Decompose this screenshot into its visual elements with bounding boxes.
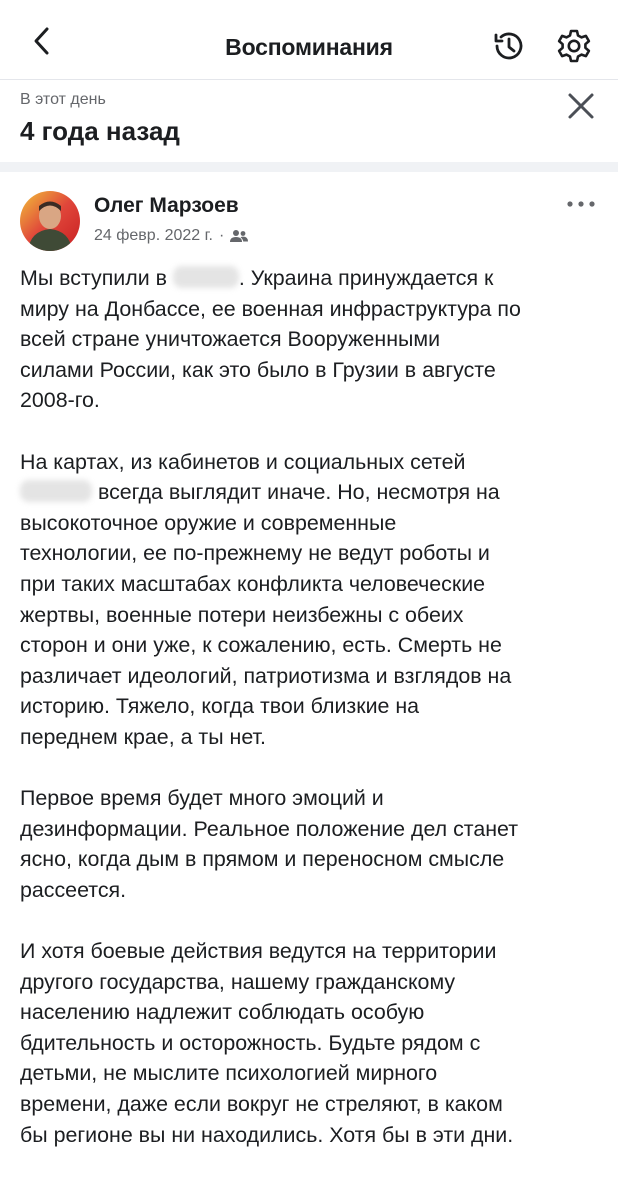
post-line: переднем крае, а ты нет. bbox=[20, 724, 266, 749]
post-paragraph bbox=[20, 936, 604, 1150]
avatar[interactable] bbox=[20, 191, 80, 251]
post-line: сторон и они уже, к сожалению, есть. Смерть не bbox=[20, 633, 502, 658]
post-meta bbox=[94, 227, 248, 245]
post-line-text: всегда выглядит иначе. Но, несмотря на bbox=[92, 480, 500, 505]
post-paragraph bbox=[20, 447, 604, 753]
post-line: Первое время будет много эмоций и bbox=[20, 786, 384, 811]
redacted-word bbox=[20, 480, 92, 502]
post-line-text: . Украина принуждается к bbox=[238, 266, 494, 290]
post-line: различает идеологий, патриотизма и взглядов на bbox=[20, 663, 512, 688]
post-line: дезинформации. Реальное положение дел станет bbox=[20, 816, 519, 841]
more-horizontal-icon bbox=[563, 196, 599, 212]
settings-button[interactable] bbox=[555, 27, 593, 65]
post-line: 2008-го. bbox=[20, 388, 100, 413]
post-header bbox=[0, 172, 618, 262]
post-line: миру на Донбассе, ее военная инфраструктура по bbox=[20, 296, 521, 321]
post-author-name[interactable]: Олег Марзоев bbox=[94, 194, 239, 217]
section-divider bbox=[0, 162, 618, 172]
post-paragraph bbox=[20, 783, 604, 905]
post-more-button[interactable] bbox=[563, 196, 599, 212]
post-text bbox=[20, 263, 604, 1181]
post-line: бдительность и осторожность. Будьте рядом с bbox=[20, 1030, 481, 1055]
post-line: населению надлежит соблюдать особую bbox=[20, 1000, 425, 1025]
meta-separator: · bbox=[218, 227, 225, 244]
years-ago-heading: 4 года назад bbox=[20, 116, 180, 146]
memory-header bbox=[0, 80, 618, 162]
friends-icon[interactable] bbox=[230, 229, 248, 243]
post-line: времени, даже если вокруг не стреляют, в каком bbox=[20, 1092, 503, 1117]
post-line: высокоточное оружие и современные bbox=[20, 510, 397, 535]
on-this-day-label: В этот день bbox=[20, 91, 106, 108]
history-button[interactable] bbox=[490, 27, 528, 65]
page-title: Воспоминания bbox=[225, 34, 393, 60]
post-line: На картах, из кабинетов и социальных сетей bbox=[20, 449, 466, 474]
close-memory-button[interactable] bbox=[565, 90, 597, 122]
post-line bbox=[20, 263, 604, 294]
post-line bbox=[20, 477, 604, 508]
post-line: силами России, как это было в Грузии в августе bbox=[20, 357, 496, 382]
redacted-word bbox=[173, 266, 239, 288]
post-date[interactable]: 24 февр. 2022 г. bbox=[94, 227, 213, 244]
top-navigation-bar bbox=[0, 0, 618, 80]
post-line-text: Мы вступили в bbox=[20, 266, 173, 290]
history-icon bbox=[490, 27, 528, 65]
post-line: бы регионе вы ни находились. Хотя бы в эти дни. bbox=[20, 1122, 514, 1147]
post-line: ясно, когда дым в прямом и переносном смысле bbox=[20, 847, 505, 872]
post-paragraph bbox=[20, 263, 604, 416]
post-line: историю. Тяжело, когда твои близкие на bbox=[20, 694, 420, 719]
post-line: детьми, не мыслите психологией мирного bbox=[20, 1061, 438, 1086]
post-line: при таких масштабах конфликта человеческие bbox=[20, 571, 486, 596]
gear-icon bbox=[555, 27, 593, 65]
post-line: всей стране уничтожается Вооруженными bbox=[20, 327, 441, 352]
post-line: жертвы, военные потери неизбежны с обеих bbox=[20, 602, 464, 627]
close-icon bbox=[565, 90, 597, 122]
post-line: другого государства, нашему гражданскому bbox=[20, 969, 456, 994]
post-line: технологии, ее по-прежнему не ведут роботы и bbox=[20, 541, 490, 566]
post-line: рассеется. bbox=[20, 877, 127, 902]
post-line: И хотя боевые действия ведутся на территории bbox=[20, 939, 497, 964]
